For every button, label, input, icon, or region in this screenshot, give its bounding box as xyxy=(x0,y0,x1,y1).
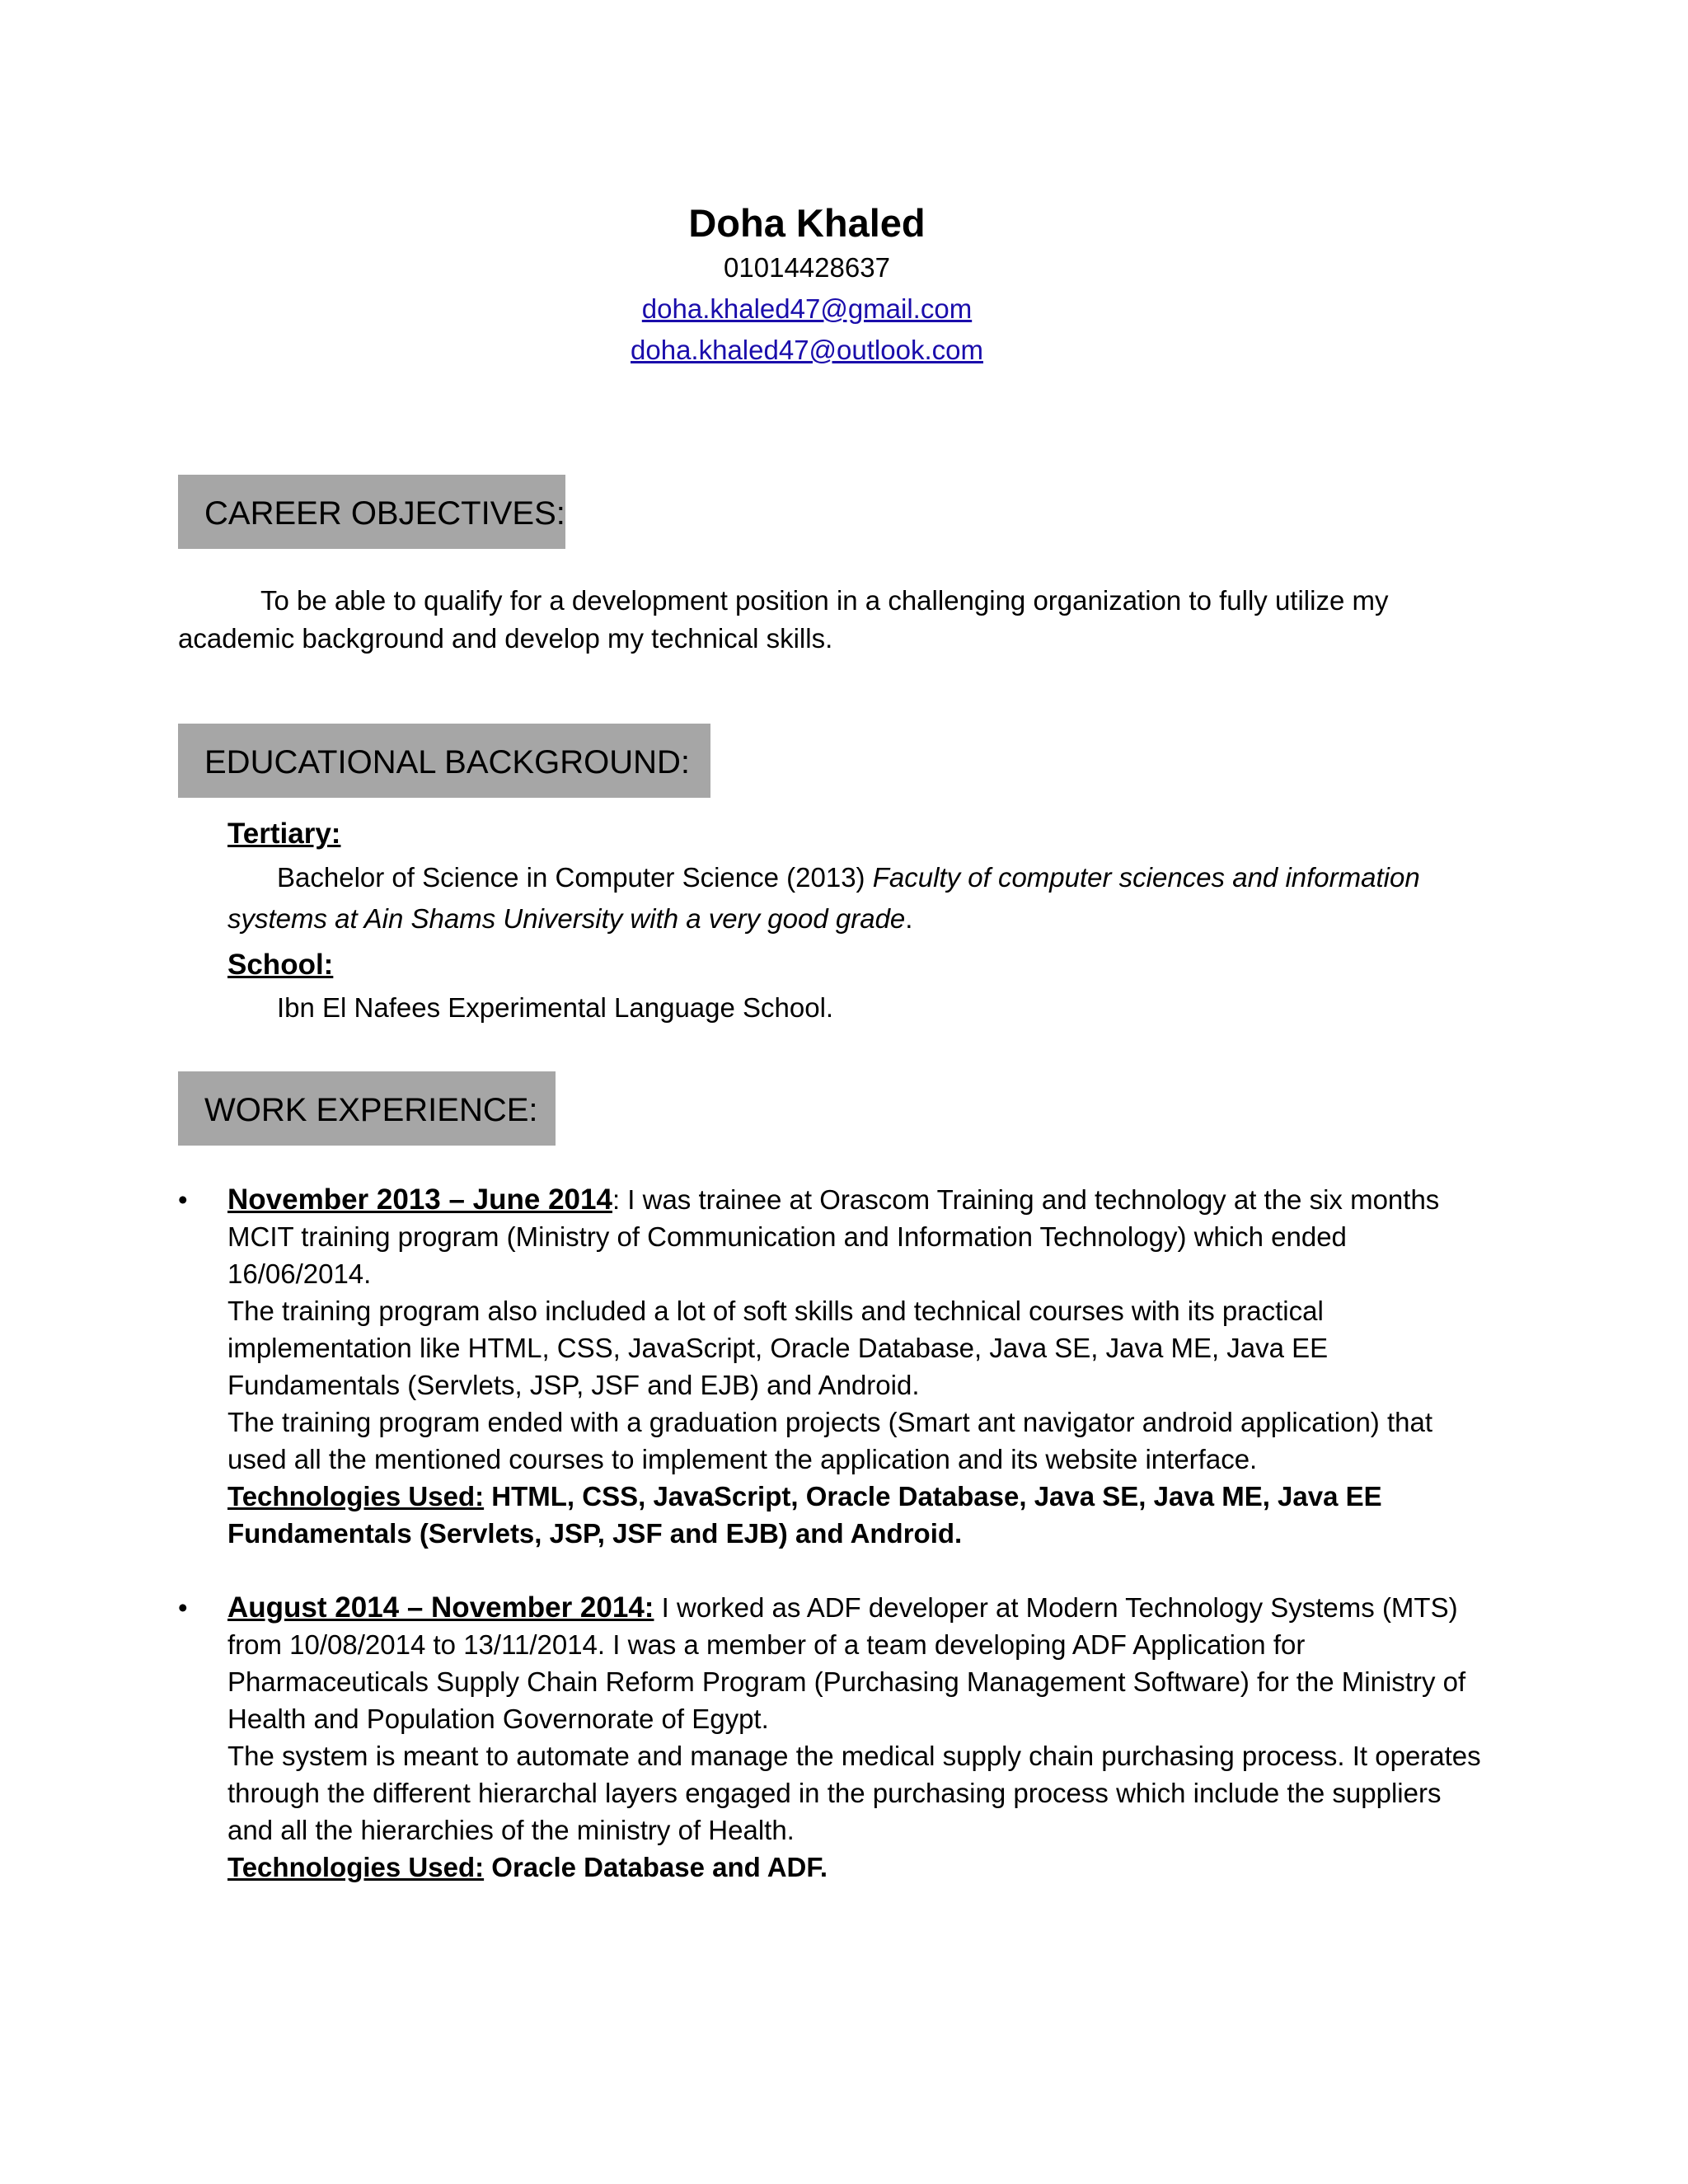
educational-background-heading: EDUCATIONAL BACKGROUND: xyxy=(178,724,710,798)
job-1-paragraph-2: The training program also included a lot of soft skills and technical courses with its practical implementation like HTML, CSS, JavaScript, Oracle Database, Java SE, Java ME, Java EE Fundamentals (Servlets, JSP, JSF and EJB) and Android. xyxy=(227,1296,1329,1400)
job-2-technologies xyxy=(227,1849,1489,1886)
job-2-paragraph-2: The system is meant to automate and manage the medical supply chain purchasing process. It operates through the different hierarchal layers engaged in the purchasing process which include the suppliers and all the hierarchies of the ministry of Health. xyxy=(227,1741,1481,1845)
job-1-technologies xyxy=(227,1478,1489,1552)
job-1-tech-label: Technologies Used: xyxy=(227,1481,485,1511)
phone-number: 01014428637 xyxy=(724,252,890,283)
work-experience-heading: WORK EXPERIENCE: xyxy=(178,1071,556,1146)
candidate-name: Doha Khaled xyxy=(688,201,926,245)
career-objectives-text: To be able to qualify for a development position in a challenging organization to fully utilize my academic background and develop my technical skills. xyxy=(178,585,1389,654)
tertiary-end: . xyxy=(905,903,913,934)
job-1-intro xyxy=(227,1181,1489,1292)
career-objectives-heading: CAREER OBJECTIVES: xyxy=(178,475,565,549)
job-1-tech-value: HTML, CSS, JavaScript, Oracle Database, Java SE, Java ME, Java EE Fundamentals (Servlets, JSP, JSF and EJB) and Android. xyxy=(227,1481,1382,1549)
email-link-gmail[interactable]: doha.khaled47@gmail.com xyxy=(641,293,973,324)
job-2-tech-value: Oracle Database and ADF. xyxy=(484,1852,828,1882)
contact-header xyxy=(0,199,1614,371)
bullet-icon: • xyxy=(178,1592,188,1623)
job-1-date: November 2013 – June 2014 xyxy=(227,1183,612,1216)
email-line-1 xyxy=(0,288,1614,330)
job-2-date: August 2014 – November 2014: xyxy=(227,1591,654,1624)
email-line-2 xyxy=(0,330,1614,371)
email-link-outlook[interactable]: doha.khaled47@outlook.com xyxy=(631,335,983,365)
job-2-intro-text: I worked as ADF developer at Modern Technology Systems (MTS) from 10/08/2014 to 13/11/2014. I was a member of a team developing ADF Application for Pharmaceuticals Supply Chain Reform Program (Purchasing Management Software) for the Ministry of Health and Population Governorate of Egypt. xyxy=(227,1592,1466,1734)
tertiary-label: Tertiary: xyxy=(227,818,341,850)
job-1-intro-text: : I was trainee at Orascom Training and technology at the six months MCIT training program (Ministry of Communication and Information Technology) which ended 16/06/2014. xyxy=(227,1184,1440,1289)
job-entry-1 xyxy=(178,1181,1489,1552)
bullet-icon: • xyxy=(178,1184,188,1215)
job-2-intro xyxy=(227,1589,1489,1737)
tertiary-description xyxy=(227,857,1489,940)
job-entry-2 xyxy=(178,1589,1489,1886)
tertiary-faculty: Faculty of computer sciences and information systems at Ain Shams University with a very good grade xyxy=(227,862,1420,934)
tertiary-degree: Bachelor of Science in Computer Science (2013) xyxy=(277,862,873,893)
school-label: School: xyxy=(227,949,334,981)
job-2-tech-label: Technologies Used: xyxy=(227,1852,485,1882)
job-1-paragraph-3: The training program ended with a graduation projects (Smart ant navigator android application) that used all the mentioned courses to implement the application and its website interface. xyxy=(227,1407,1433,1474)
school-name: Ibn El Nafees Experimental Language School. xyxy=(277,992,834,1023)
